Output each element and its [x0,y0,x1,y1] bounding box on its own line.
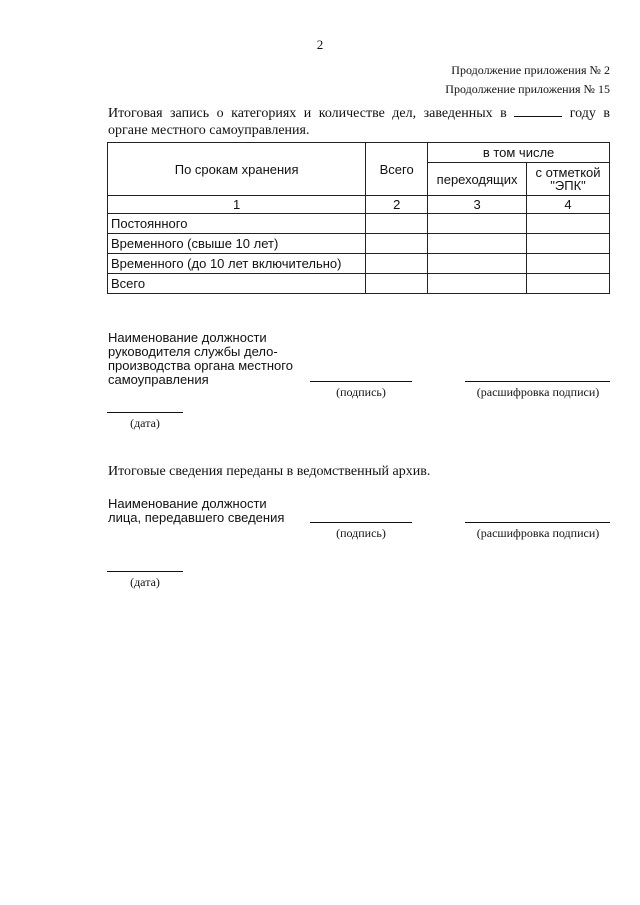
table-row [108,214,610,234]
position-title-records-head [108,331,318,387]
table-cell [428,254,527,274]
year-blank-line [514,104,562,117]
cases-summary-table [107,142,610,294]
row-label-temporary-up-to-10: Временного (до 10 лет включительно) [108,254,366,274]
decoding-line [465,522,610,523]
signature-line [310,381,412,382]
table-cell [428,234,527,254]
column-number-row [108,196,610,214]
position-line: Наименование должности [108,496,267,511]
appendix-continuation-2: Продолжение приложения № 2 [451,63,610,77]
position-line: Наименование должности [108,330,267,345]
decoding-caption: (расшифровка подписи) [476,385,600,399]
row-label-total: Всего [108,274,366,294]
position-line: руководителя службы дело- [108,344,278,359]
table-cell [527,214,610,234]
column-number: 4 [527,196,610,214]
column-number: 2 [366,196,428,214]
table-cell [366,274,428,294]
table-row [108,234,610,254]
table-row [108,274,610,294]
header-storage-period: По срокам хранения [108,143,366,196]
table-cell [527,234,610,254]
signature-caption: (подпись) [336,526,386,540]
header-transferring: переходящих [428,163,527,196]
table-cell [366,214,428,234]
header-including: в том числе [428,143,610,163]
intro-line-2: органе местного самоуправления. [108,123,310,138]
intro-paragraph [108,104,610,139]
table-cell [428,214,527,234]
intro-line-1 [108,104,610,122]
column-number: 3 [428,196,527,214]
signature-caption: (подпись) [336,385,386,399]
transfer-statement: Итоговые сведения переданы в ведомственный архив. [108,464,431,479]
table-cell [366,254,428,274]
table-cell [366,234,428,254]
appendix-continuation-15: Продолжение приложения № 15 [445,82,610,96]
header-epk-line1: с отметкой [535,165,601,180]
column-number: 1 [108,196,366,214]
position-title-transferring-person [108,497,318,525]
table-cell [428,274,527,294]
header-total: Всего [366,143,428,196]
date-line [107,412,183,413]
signature-line [310,522,412,523]
table-header-row-1 [108,143,610,163]
decoding-caption: (расшифровка подписи) [476,526,600,540]
position-line: производства органа местного [108,358,293,373]
position-line: лица, передавшего сведения [108,510,285,525]
page-number: 2 [316,37,324,52]
table-cell [527,274,610,294]
intro-text-after-blank: году в [569,106,610,121]
date-line [107,571,183,572]
date-caption: (дата) [130,416,160,430]
row-label-permanent: Постоянного [108,214,366,234]
row-label-temporary-over-10: Временного (свыше 10 лет) [108,234,366,254]
table-cell [527,254,610,274]
table-row [108,254,610,274]
date-caption: (дата) [130,575,160,589]
position-line: самоуправления [108,372,209,387]
decoding-line [465,381,610,382]
header-epk-line2: "ЭПК" [550,178,586,193]
intro-text-before-blank: Итоговая запись о категориях и количестве дел, заведенных в [108,106,507,121]
header-epk [527,163,610,196]
